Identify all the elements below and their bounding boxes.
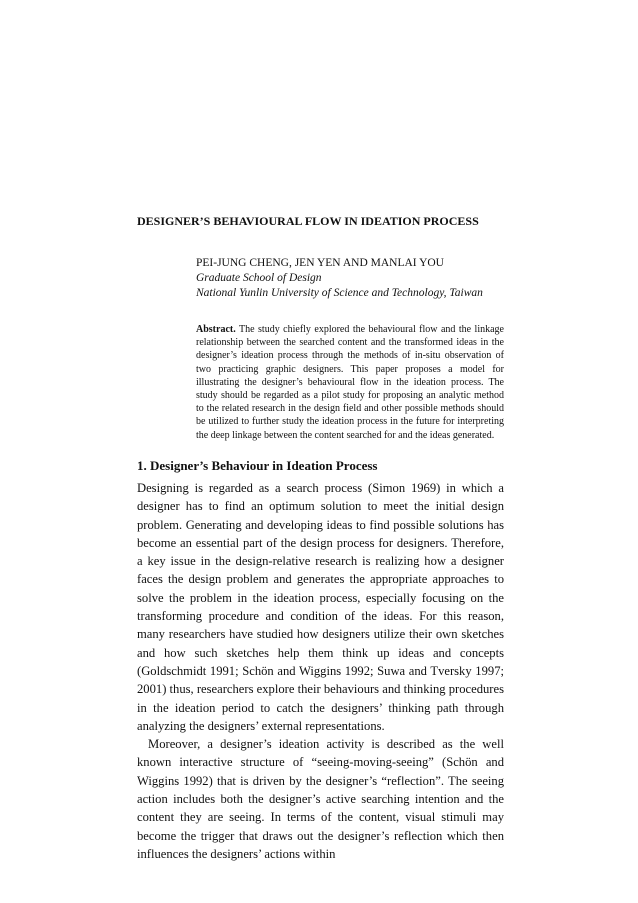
affiliation-university: National Yunlin University of Science and Technology, Taiwan xyxy=(196,287,483,299)
body-paragraph-2: Moreover, a designer’s ideation activity is described as the well known interactive structure of “seeing-moving-seeing” (Schön and Wiggins 1992) that is driven by the designer’s “reflection”. The seeing action includes both the designer’s active searching intention and the content they are seeing. In terms of the content, visual stimuli may become the trigger that draws out the designer’s reflection which then influences the designers’ actions within xyxy=(137,737,504,861)
paper-title: DESIGNER’S BEHAVIOURAL FLOW IN IDEATION PROCESS xyxy=(137,214,479,228)
affiliation-school: Graduate School of Design xyxy=(196,272,322,284)
abstract-text: The study chiefly explored the behavioural flow and the linkage relationship between the searched content and the transformed ideas in the designer’s ideation process through the methods of in-situ observation of two practicing graphic designers. This paper proposes a model for illustrating the designer’s behavioural flow in the ideation process. The study should be regarded as a pilot study for proposing an analytic method to the related research in the design field and other possible methods should be utilized to further study the ideation process in the future for interpreting the deep linkage between the content searched for and the ideas generated. xyxy=(196,324,504,441)
section-body xyxy=(137,479,504,863)
abstract xyxy=(196,323,504,442)
author-names: PEI-JUNG CHENG, JEN YEN AND MANLAI YOU xyxy=(196,257,444,269)
section-heading: 1. Designer’s Behaviour in Ideation Process xyxy=(137,458,378,473)
author-block xyxy=(196,256,516,301)
body-paragraph-1: Designing is regarded as a search process (Simon 1969) in which a designer has to find an optimum solution to meet the initial design problem. Generating and developing ideas to find possible solutions has become an essential part of the design process for designers. Therefore, a key issue in the design-relative research is realizing how a designer faces the design problem and generates the appropriate approaches to solve the problem in the ideation process, especially focusing on the transforming procedure and condition of the ideas. For this reason, many researchers have studied how designers utilize their own sketches and how such sketches help them think up ideas and concepts (Goldschmidt 1991; Schön and Wiggins 1992; Suwa and Tversky 1997; 2001) thus, researchers explore their behaviours and thinking procedures in the ideation period to catch the designers’ thinking path through analyzing the designers’ external representations. xyxy=(137,481,504,733)
abstract-label: Abstract. xyxy=(196,324,236,335)
